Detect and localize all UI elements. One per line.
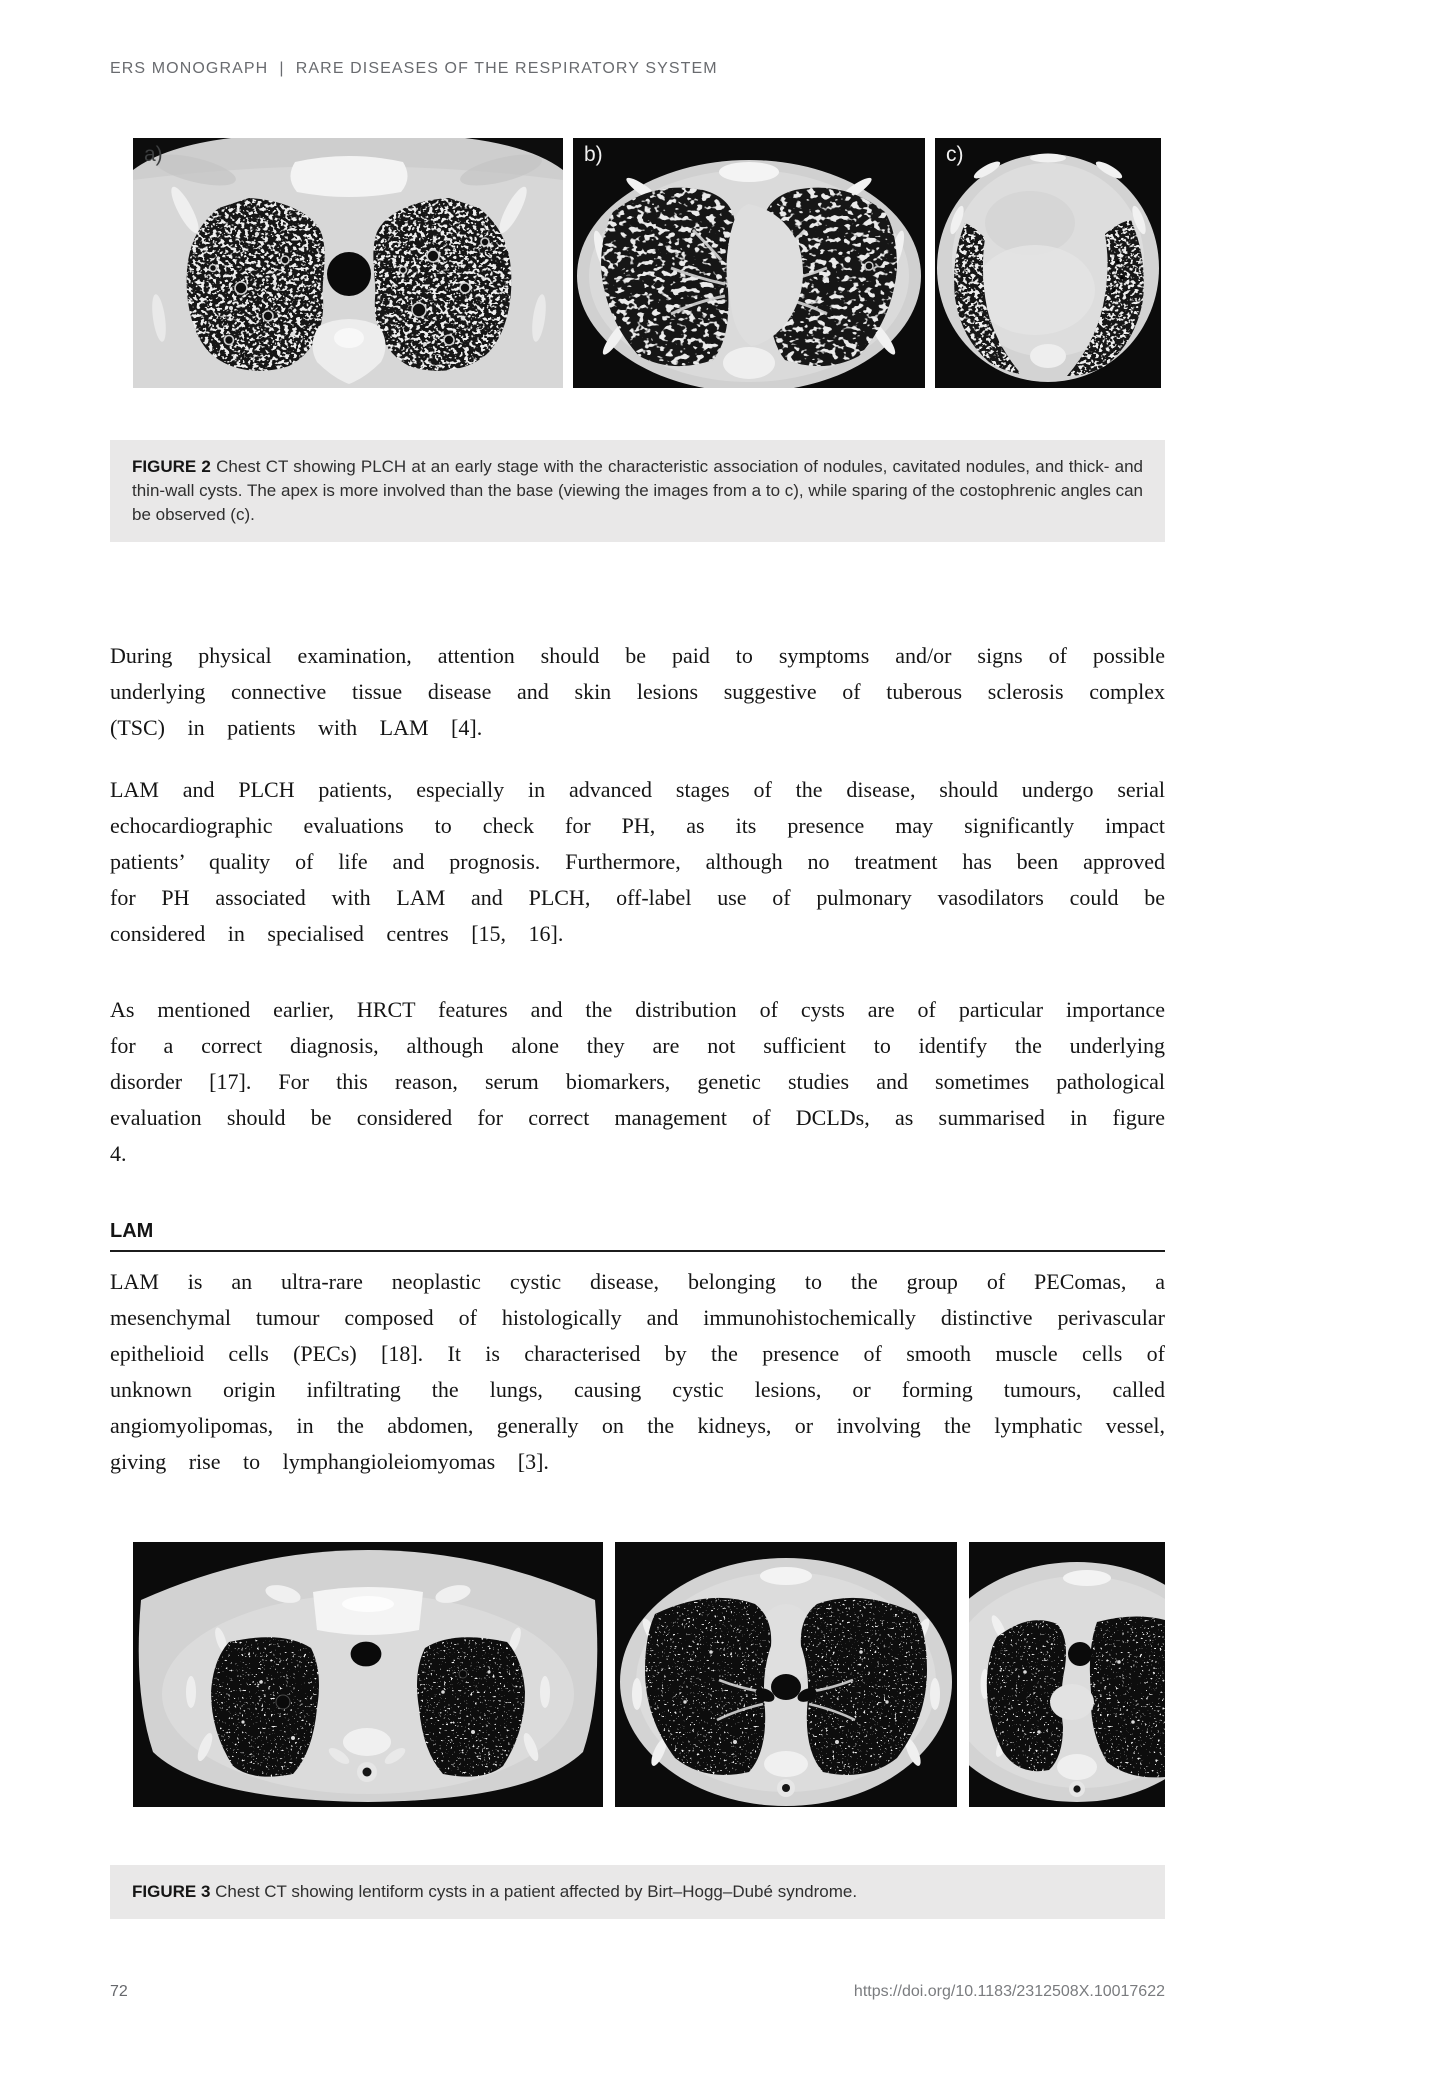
ct-scan-a [133, 138, 563, 388]
running-header: ERS MONOGRAPH | RARE DISEASES OF THE RESPIRATORY SYSTEM [110, 60, 718, 77]
ct-scan-bhd-3 [969, 1542, 1165, 1807]
figure-3-caption-text: Chest CT showing lentiform cysts in a patient affected by Birt–Hogg–Dubé syndrome. [215, 1882, 858, 1901]
figure-2-image-row [133, 138, 1165, 388]
paragraph-lam: LAM is an ultra-rare neoplastic cystic disease, belonging to the group of PEComas, a mesenchymal tumour composed of histologically and immunohistochemically distinctive perivascular epithelioid cells (PECs) [18]. It is characterised by the presence of smooth muscle cells of unknown origin infiltrating the lungs, causing cystic lesions, or forming tumours, called angiomyolipomas, in the abdomen, generally on the kidneys, or involving the lymphatic vessel, giving rise to lymphangioleiomyomas [3]. [110, 1269, 1165, 1474]
figure-3-image-row [133, 1542, 1165, 1807]
paragraph-1: During physical examination, attention should be paid to symptoms and/or signs of possible underlying connective tissue disease and skin lesions suggestive of tuberous sclerosis complex (TSC) in patients with LAM [4]. [110, 643, 1165, 740]
figure-2-caption [110, 440, 1165, 542]
ct-scan-b-label: b) [584, 143, 603, 166]
ct-scan-b [573, 138, 925, 388]
page-content [110, 0, 1165, 2001]
ct-scan-b-image [573, 138, 925, 388]
ct-scan-bhd-2-image [615, 1542, 957, 1807]
figure-3 [110, 1542, 1165, 1919]
paragraph-3: As mentioned earlier, HRCT features and the distribution of cysts are of particular importance for a correct diagnosis, although alone they are not sufficient to identify the underlying disorder [17]. For this reason, serum biomarkers, genetic studies and sometimes pathological evaluation should be considered for correct management of DCLDs, as summarised in figure 4. [110, 997, 1165, 1166]
section-heading-lam: LAM [110, 1220, 1165, 1252]
ct-scan-c [935, 138, 1161, 388]
ct-scan-bhd-1-image [133, 1542, 603, 1807]
ct-scan-bhd-2 [615, 1542, 957, 1807]
figure-2 [110, 138, 1165, 542]
ct-scan-c-image [935, 138, 1161, 388]
figure-2-caption-label: FIGURE 2 [132, 457, 211, 476]
page-number: 72 [110, 1983, 128, 2000]
figure-2-caption-text: Chest CT showing PLCH at an early stage with the characteristic association of nodules, cavitated nodules, and thick- and thin-wall cysts. The apex is more involved than the base (viewing the images from a to c), while sparing of the costophrenic angles can be observed (c). [132, 457, 1143, 524]
figure-3-caption [110, 1865, 1165, 1919]
ct-scan-a-label: a) [144, 143, 163, 166]
paragraph-2: LAM and PLCH patients, especially in advanced stages of the disease, should undergo serial echocardiographic evaluations to check for PH, as its presence may significantly impact patients’ quality of life and prognosis. Furthermore, although no treatment has been approved for PH associated with LAM and PLCH, off-label use of pulmonary vasodilators could be considered in specialised centres [15, 16]. [110, 777, 1165, 946]
figure-3-caption-label: FIGURE 3 [132, 1882, 211, 1901]
doi-link[interactable]: https://doi.org/10.1183/2312508X.10017622 [853, 1983, 1165, 2000]
ct-scan-c-label: c) [946, 143, 964, 166]
page-footer [110, 1983, 1165, 2001]
ct-scan-bhd-3-image [969, 1542, 1165, 1807]
ct-scan-a-image [133, 138, 563, 388]
ct-scan-bhd-1 [133, 1542, 603, 1807]
